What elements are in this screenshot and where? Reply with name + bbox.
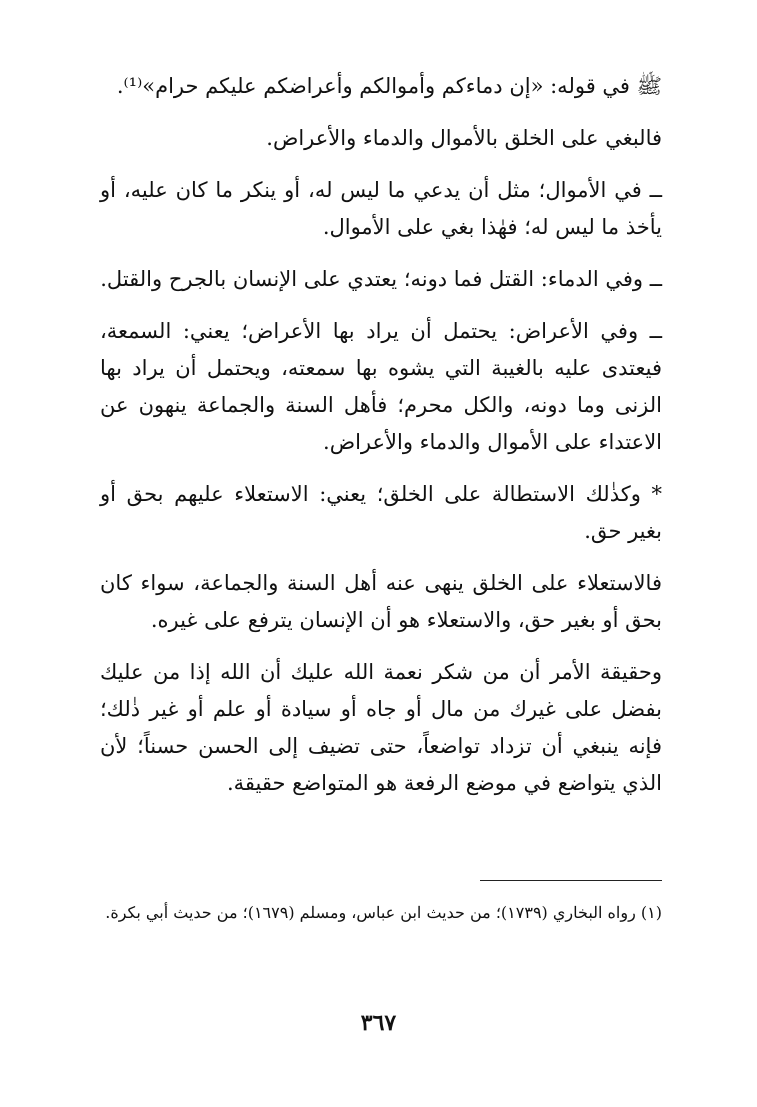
paragraph-arrogance-explained: فالاستعلاء على الخلق ينهى عنه أهل السنة والجماعة، سواء كان بحق أو بغير حق، والاستعلاء هو أن الإنسان يترفع على غيره. [100,571,662,632]
main-text [100,68,662,817]
page-number: ٣٦٧ [360,1010,397,1036]
footnote-divider [480,880,662,881]
paragraph-transgression-summary: فالبغي على الخلق بالأموال والدماء والأعراض. [266,126,662,150]
paragraph-hadith-quote: ﷺ في قوله: «إن دماءكم وأموالكم وأعراضكم عليكم حرام»⁽¹⁾. [116,74,662,98]
paragraph-honor: ــ وفي الأعراض: يحتمل أن يراد بها الأعراض؛ يعني: السمعة، فيعتدى عليه بالغيبة التي يشوه بها سمعته، ويحتمل أن يراد بها الزنى وما دونه، والكل محرم؛ فأهل السنة والجماعة ينهون عن الاعتداء على الأموال والدماء والأعراض. [100,319,662,454]
paragraph-blood: ــ وفي الدماء: القتل فما دونه؛ يعتدي على الإنسان بالجرح والقتل. [100,267,662,291]
paragraph-wealth: ــ في الأموال؛ مثل أن يدعي ما ليس له، أو ينكر ما كان عليه، أو يأخذ ما ليس له؛ فهٰذا بغي على الأموال. [100,178,662,239]
footnote: (١) رواه البخاري (١٧٣٩)؛ من حديث ابن عباس، ومسلم (١٦٧٩)؛ من حديث أبي بكرة. [105,903,662,922]
paragraph-humility: وحقيقة الأمر أن من شكر نعمة الله عليك أن الله إذا من عليك بفضل على غيرك من مال أو جاه أو سيادة أو علم أو غير ذٰلك؛ فإنه ينبغي أن تزداد تواضعاً، حتى تضيف إلى الحسن حسناً؛ لأن الذي يتواضع في موضع الرفعة هو المتواضع حقيقة. [100,660,662,795]
paragraph-arrogance: * وكذٰلك الاستطالة على الخلق؛ يعني: الاستعلاء عليهم بحق أو بغير حق. [100,482,662,543]
